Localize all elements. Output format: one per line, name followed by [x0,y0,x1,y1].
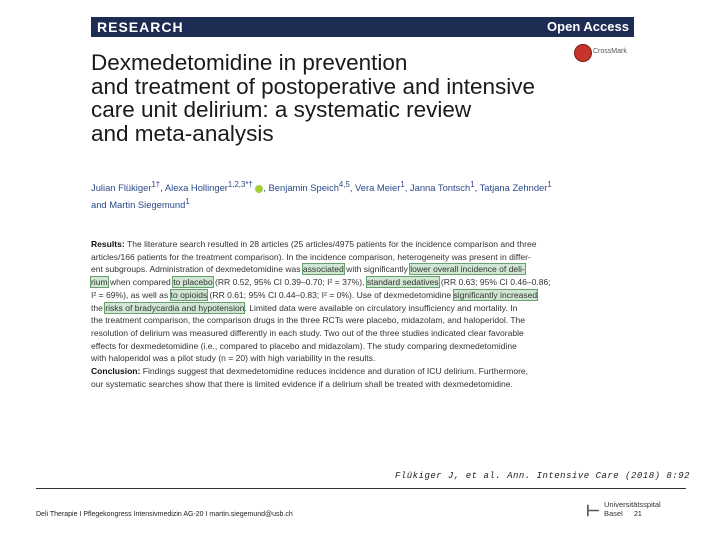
open-access-badge: Open Access [542,17,634,37]
highlight: to opioids [170,289,208,300]
paper-title [91,51,611,145]
abstract [91,238,621,390]
abstract-text: with significantly [343,264,411,275]
author-affil: 1 [470,180,475,189]
university-logo-icon: ⊢ [586,503,600,520]
highlight: risks of bradycardia and hypotension [105,302,245,313]
citation: Flükiger J, et al. Ann. Intensive Care (2018) 8:92 [394,471,690,481]
title-line: Dexmedetomidine in prevention [91,50,408,75]
title-line: care unit delirium: a systematic review [91,97,472,122]
author: , Vera Meier [349,182,401,194]
abstract-text: when compared [107,277,174,288]
abstract-text: the treatment comparison, the comparison drugs in the three RCTs were placebo, midazolam, and haloperidol. The [91,315,526,326]
highlight: associated [302,264,344,275]
author-list [91,178,611,212]
header-banner [91,17,634,37]
author: , Alexa Hollinger [160,182,228,194]
conclusion-label: Conclusion: [91,366,141,377]
abstract-text: The literature search resulted in 28 articles (25 articles/4975 patients for the incidence comparison and three [126,239,537,249]
abstract-text: resolution of delirium was measured differently in each study. Two out of the three studies indicated clear favorable [91,327,524,338]
abstract-text: ent subgroups. Administration of dexmedetomidine was [91,264,303,275]
highlight: standard sedatives [366,277,439,288]
author: and Martin Siegemund [91,199,186,211]
author: Julian Flükiger [91,182,152,194]
highlight: significantly increased [453,289,538,300]
author-affil: 1 [185,197,190,207]
author-affil: 4,5 [338,180,350,189]
abstract-text: Findings suggest that dexmedetomidine reduces incidence and duration of ICU delirium. Furthermore, [142,366,529,377]
logo-line: Basel [604,509,623,518]
highlight: lower overall incidence of deli- [410,264,525,275]
abstract-text: (RR 0.63; 95% CI 0.46–0.86; [438,277,551,288]
page-number: 21 [634,511,642,518]
author: , Tatjana Zehnder [474,182,548,194]
author-affil: 1 [400,180,405,189]
results-label: Results: [91,239,125,249]
abstract-text: effects for dexmedetomidine (i.e., compared to placebo and midazolam). The study comparing dexmedetomidine [91,340,517,351]
abstract-text: I² = 69%), as well as [91,289,171,300]
abstract-text: (RR 0.52, 95% CI 0.39–0.70; I² = 37%), [212,277,367,288]
author-affil: 1† [151,180,161,189]
abstract-text: (RR 0.61; 95% CI 0.44–0.83; I² = 0%). Use of dexmedetomidine [207,289,454,300]
abstract-text: our systematic searches show that there is limited evidence if a delirium shall be treated with dexmedetomidine. [91,378,513,389]
logo-line: Universitätsspital [604,500,661,509]
section-label: RESEARCH [97,19,184,35]
author-affil: 1,2,3*† [227,180,253,189]
author: , Benjamin Speich [263,182,339,194]
abstract-text: with haloperidol was a pilot study (n = 20) with high variability in the results. [91,353,376,364]
crossmark-label: CrossMark [593,48,627,55]
abstract-text: the [91,302,106,313]
title-line: and treatment of postoperative and intensive [91,73,536,99]
title-line: and meta-analysis [91,120,274,146]
author-affil: 1 [547,180,552,189]
footer-divider [36,488,686,489]
footer-text: Deli Therapie I Pflegekongress Intensivmedizin AG-20 I martin.siegemund@usb.ch [36,511,293,518]
highlight: rium [91,277,108,288]
abstract-text: . Limited data were available on circulatory insufficiency and mortality. In [244,302,518,313]
university-name [604,500,661,518]
highlight: to placebo [173,277,213,288]
author: , Janna Tontsch [404,182,471,194]
abstract-text: articles/166 patients for the treatment comparison). In the incidence comparison, heterogeneity was present in differ- [91,251,531,262]
